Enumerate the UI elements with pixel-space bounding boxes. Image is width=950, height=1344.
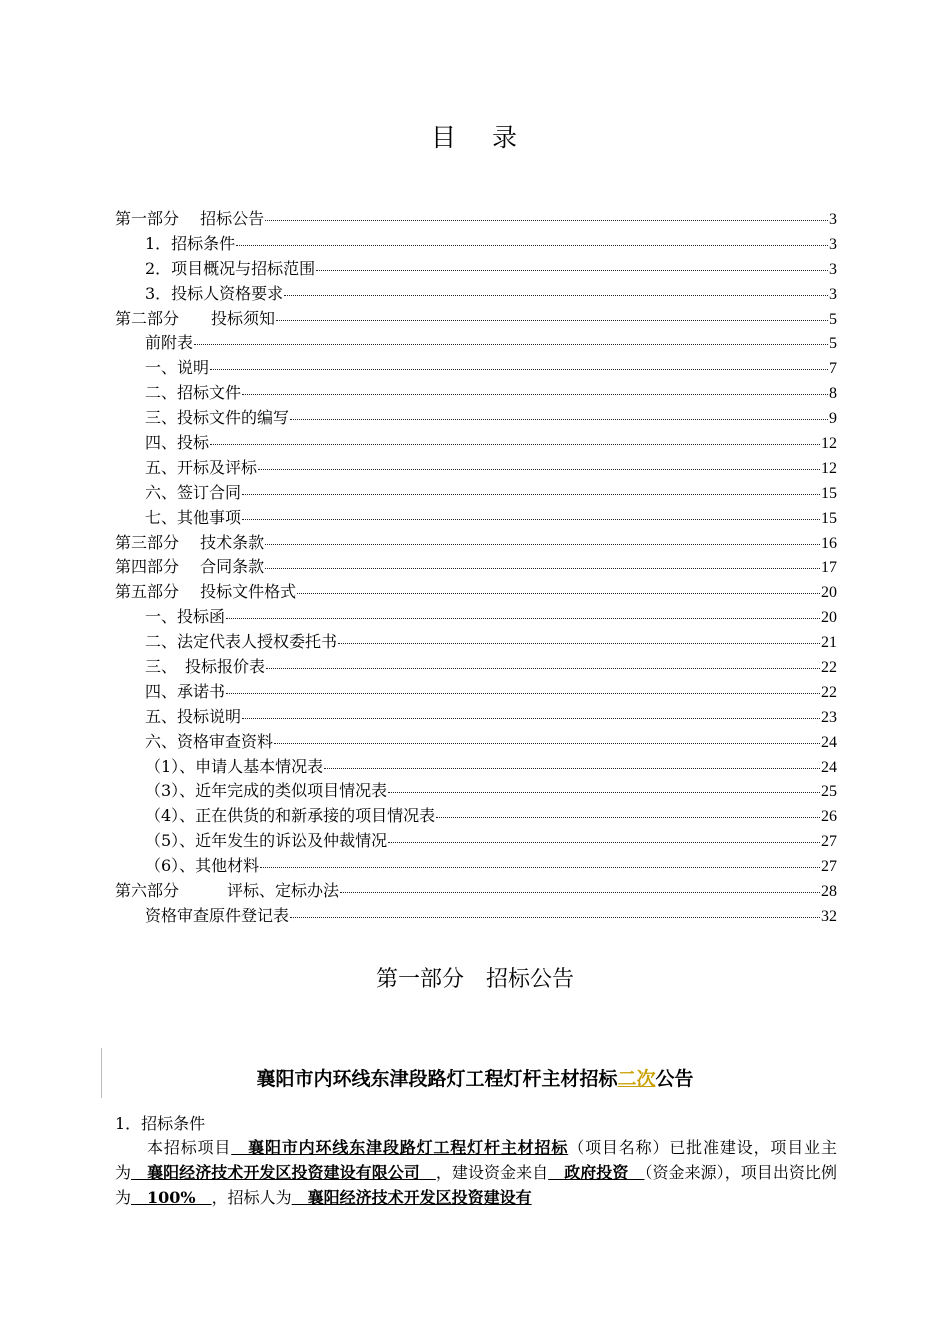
toc-leader-dots [338,627,820,644]
toc-entry[interactable] [115,231,837,256]
toc-entry[interactable] [115,778,837,803]
toc-leader-dots [324,752,820,769]
toc-entry-page: 24 [821,758,837,776]
toc-leader-dots [258,453,820,470]
toc-leader-dots [236,229,828,246]
toc-leader-dots [340,876,820,893]
toc-leader-dots [226,602,820,619]
part-one-name: 招标公告 [486,967,575,992]
toc-entry-label: 二、法定代表人授权委托书 [145,632,338,652]
text-run: 本招标项目 [147,1138,232,1157]
toc-entry-label: 六、签订合同 [145,482,242,502]
toc-entry-page: 15 [821,509,837,527]
toc-entry-page: 27 [821,858,837,876]
toc-entry-label: 三、 投标报价表 [145,657,266,677]
tender-conditions-paragraph [115,1135,837,1210]
toc-leader-dots [274,727,820,744]
toc-entry-page: 15 [821,484,837,502]
toc-leader-dots [242,702,820,719]
toc-entry-label: （6）、其他材料 [145,856,260,876]
toc-entry[interactable] [115,405,837,430]
toc-entry-label: 五、投标说明 [145,706,242,726]
toc-entry-page: 20 [821,609,837,627]
toc-entry-page: 22 [821,683,837,701]
toc-leader-dots [265,552,820,569]
toc-entry-page: 27 [821,833,837,851]
toc-entry-page: 26 [821,808,837,826]
toc-entry[interactable] [115,654,837,679]
notice-title-suffix: 公告 [655,1068,694,1090]
toc-entry[interactable] [115,903,837,928]
toc-entry[interactable] [115,554,837,579]
toc-leader-dots [316,254,828,271]
toc-entry-page: 16 [821,534,837,552]
toc-entry-label: 第四部分 合同条款 [115,557,265,577]
toc-entry[interactable] [115,281,837,306]
toc-title-char-2: 录 [492,123,520,152]
part-one-heading [0,962,950,993]
toc-entry-label: （4）、正在供货的和新承接的项目情况表 [145,806,436,826]
toc-leader-dots [265,528,820,545]
toc-leader-dots [226,677,820,694]
toc-entry-label: （1）、申请人基本情况表 [145,756,324,776]
toc-leader-dots [284,279,828,296]
toc-leader-dots [260,851,820,868]
toc-entry[interactable] [115,679,837,704]
toc-leader-dots [242,378,828,395]
toc-entry-label: 七、其他事项 [145,507,242,527]
toc-entry[interactable] [115,380,837,405]
toc-entry-page: 25 [821,783,837,801]
text-run: （资金来源），项目出资比例为 [115,1163,837,1207]
toc-entry-label: 一、说明 [145,358,210,378]
toc-leader-dots [388,826,820,843]
toc-entry-label: 一、投标函 [145,607,226,627]
toc-entry[interactable] [115,754,837,779]
toc-leader-dots [265,204,828,221]
toc-entry-label: 2．项目概况与招标范围 [145,258,316,278]
toc-entry[interactable] [115,629,837,654]
section-heading: 1．招标条件 [115,1114,206,1133]
table-of-contents [115,206,837,928]
toc-entry-page: 3 [829,235,837,253]
text-run: ，招标人为 [211,1188,292,1207]
toc-entry[interactable] [115,853,837,878]
toc-entry-label: 六、资格审查资料 [145,731,274,751]
toc-entry-page: 8 [829,385,837,403]
toc-entry[interactable] [115,803,837,828]
toc-entry-label: 五、开标及评标 [145,457,258,477]
toc-entry-page: 5 [829,335,837,353]
toc-leader-dots [210,428,820,445]
toc-leader-dots [194,328,828,345]
toc-leader-dots [276,304,828,321]
toc-entry-page: 32 [821,907,837,925]
toc-entry-label: 四、投标 [145,433,210,453]
toc-entry-page: 7 [829,360,837,378]
toc-entry-page: 3 [829,211,837,228]
toc-entry-page: 28 [821,883,837,901]
toc-entry-label: 四、承诺书 [145,681,226,701]
toc-entry-label: 前附表 [145,333,194,353]
toc-entry[interactable] [115,256,837,281]
toc-entry-page: 24 [821,733,837,751]
toc-title [0,118,950,154]
toc-entry[interactable] [115,206,837,231]
toc-entry-label: 第五部分 投标文件格式 [115,582,297,602]
toc-entry-page: 12 [821,459,837,477]
toc-leader-dots [266,652,820,669]
toc-entry[interactable] [115,455,837,480]
toc-entry[interactable] [115,604,837,629]
toc-entry[interactable] [115,480,837,505]
fund-source-field: 政府投资 [548,1163,645,1182]
toc-leader-dots [290,901,820,918]
toc-entry-label: （3）、近年完成的类似项目情况表 [145,781,388,801]
toc-entry-label: 二、招标文件 [145,383,242,403]
tenderer-field: 襄阳经济技术开发区投资建设有 [291,1188,532,1207]
toc-entry-label: 1．招标条件 [145,233,236,253]
toc-entry-page: 12 [821,435,837,453]
ratio-field: 100% [131,1188,212,1207]
toc-title-char-1: 目 [430,123,458,152]
text-run: ，建设资金来自 [435,1163,549,1182]
toc-leader-dots [242,503,820,520]
toc-leader-dots [210,353,828,370]
toc-entry[interactable] [115,430,837,455]
toc-entry-page: 23 [821,708,837,726]
toc-entry-page: 3 [829,260,837,278]
toc-entry[interactable] [115,355,837,380]
toc-entry[interactable] [115,330,837,355]
toc-leader-dots [436,801,820,818]
toc-entry-page: 17 [821,559,837,577]
toc-entry-page: 22 [821,659,837,677]
toc-entry-label: 第二部分 投标须知 [115,308,276,328]
toc-entry-page: 9 [829,410,837,428]
notice-title [0,1064,950,1091]
toc-entry[interactable] [115,704,837,729]
toc-entry-page: 21 [821,634,837,652]
toc-leader-dots [388,776,820,793]
toc-entry[interactable] [115,828,837,853]
toc-entry[interactable] [115,306,837,331]
toc-entry[interactable] [115,878,837,903]
toc-leader-dots [242,478,820,495]
project-name-field: 襄阳市内环线东津段路灯工程灯杆主材招标 [231,1138,569,1157]
toc-entry-label: 3．投标人资格要求 [145,283,284,303]
toc-entry-label: 第三部分 技术条款 [115,532,265,552]
toc-entry-page: 3 [829,285,837,303]
toc-entry-label: 资格审查原件登记表 [145,905,290,925]
part-one-number: 第一部分 [375,967,464,992]
toc-leader-dots [297,577,820,594]
notice-title-main: 襄阳市内环线东津段路灯工程灯杆主材招标 [256,1068,618,1090]
toc-leader-dots [290,403,828,420]
owner-field: 襄阳经济技术开发区投资建设有限公司 [131,1163,436,1182]
toc-entry-label: 第一部分 招标公告 [115,209,265,228]
text-run: （项目名称）已批准建设，项目业主为 [115,1138,837,1182]
toc-entry-page: 5 [829,310,837,328]
toc-entry[interactable] [115,579,837,604]
toc-entry-label: 第六部分 评标、定标办法 [115,881,340,901]
toc-entry-label: 三、投标文件的编写 [145,408,290,428]
toc-entry[interactable] [115,505,837,530]
toc-entry[interactable] [115,530,837,555]
toc-entry-label: （5）、近年发生的诉讼及仲裁情况 [145,831,388,851]
notice-title-highlight: 二次 [617,1068,656,1090]
toc-entry[interactable] [115,729,837,754]
toc-entry-page: 20 [821,584,837,602]
